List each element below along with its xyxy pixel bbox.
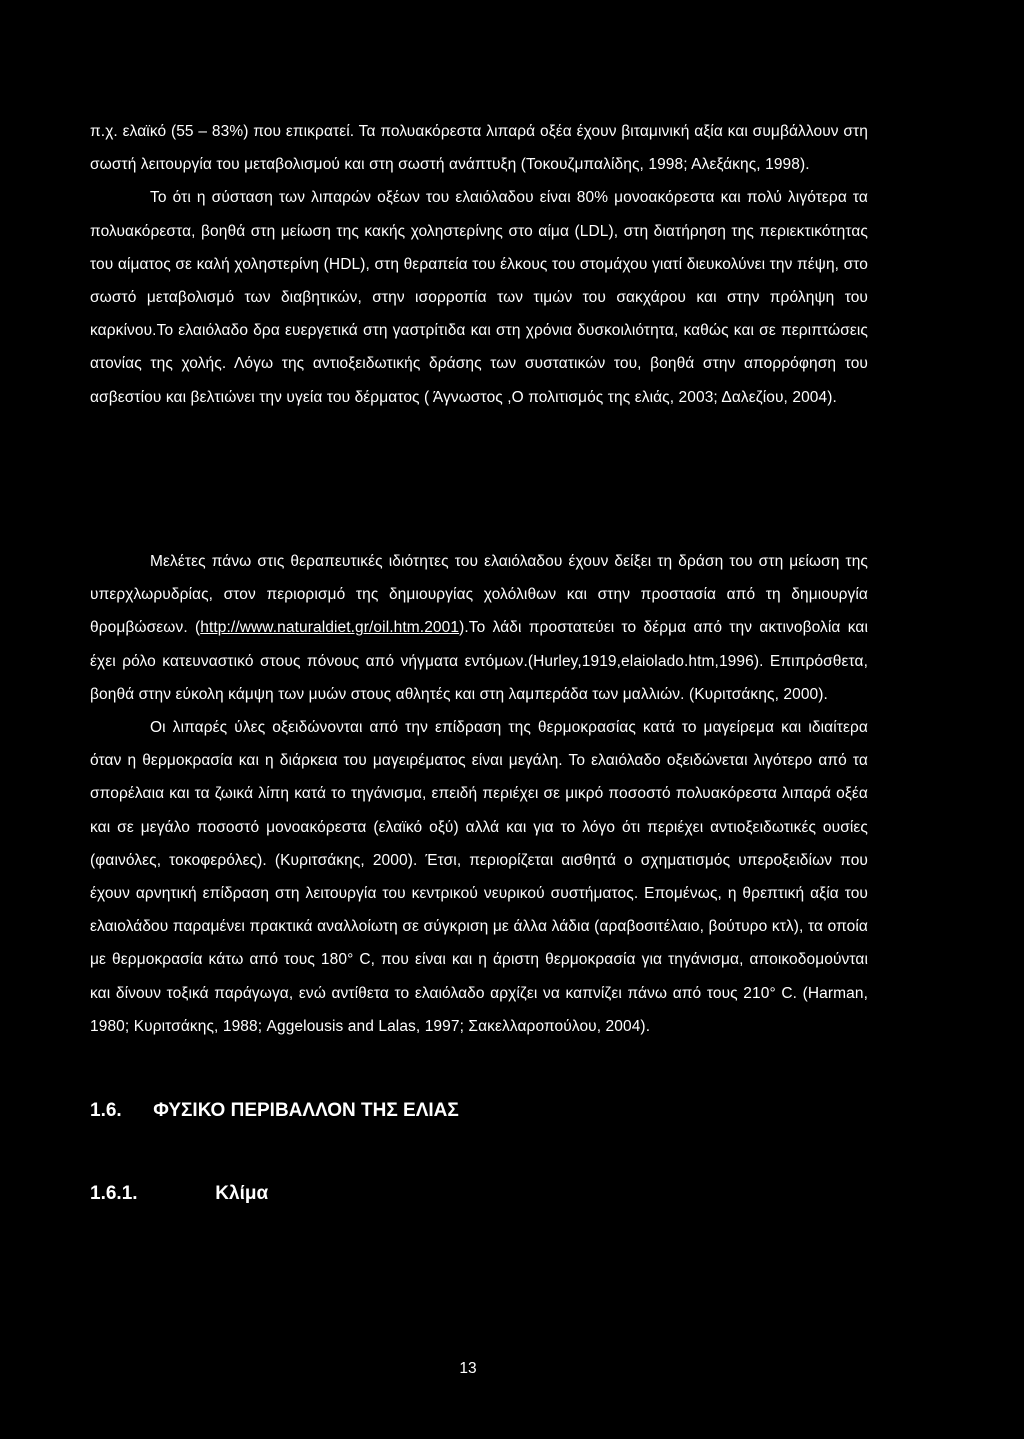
paragraph-3-link[interactable]: http://www.naturaldiet.gr/oil.htm.2001 bbox=[200, 619, 460, 637]
text-block-top bbox=[90, 115, 868, 414]
paragraph-3-text-b: ).Το λάδι προστατεύει το δέρμα από την ακτινοβολία και έχει ρόλο κατευναστικό στους πόνους από νήγματα εντόμων.(Hurley,1919,elaiolado.htm,1996). Επιπρόσθετα, βοηθά στην εύκολη κάμψη των μυών στους αθλητές και στη λαμπεράδα των μαλλιών. (Κυριτσάκης, 2000). bbox=[90, 619, 868, 703]
paragraph-3 bbox=[90, 545, 868, 711]
paragraph-4: Οι λιπαρές ύλες οξειδώνονται από την επίδραση της θερμοκρασίας κατά το μαγείρεμα και ιδιαίτερα όταν η θερμοκρασία και η διάρκεια του μαγειρέματος είναι μεγάλη. Το ελαιόλαδο οξειδώνεται λιγότερο από τα σπορέλαια και τα ζωικά λίπη κατά το τηγάνισμα, επειδή περιέχει σε μικρό ποσοστό πολυακόρεστα λιπαρά οξέα και σε μεγάλο ποσοστό μονοακόρεστα (ελαϊκό οξύ) αλλά και για το λόγο ότι περιέχει αντιοξειδωτικές ουσίες (φαινόλες, τοκοφερόλες). (Κυριτσάκης, 2000). Έτσι, περιορίζεται αισθητά ο σχηματισμός υπεροξειδίων που έχουν αρνητική επίδραση στη λειτουργία του κεντρικού νευρικού συστήματος. Επομένως, η θρεπτική αξία του ελαιολάδου παραμένει πρακτικά αναλλοίωτη σε σύγκριση με άλλα λάδια (αραβοσιτέλαιο, βούτυρο κτλ), τα οποία με θερμοκρασία κάτω από τους 180° C, που είναι και η άριστη θερμοκρασία για τηγάνισμα, αποικοδομούνται και δίνουν τοξικά παράγωγα, ενώ αντίθετα το ελαιόλαδο αρχίζει να καπνίζει πάνω από τους 210° C. (Harman, 1980; Κυριτσάκης, 1988; Aggelousis and Lalas, 1997; Σακελλαροπούλου, 2004). bbox=[90, 719, 868, 1035]
section-heading bbox=[90, 1100, 459, 1122]
paragraph-1: π.χ. ελαϊκό (55 – 83%) που επικρατεί. Τα πολυακόρεστα λιπαρά οξέα έχουν βιταμινική αξία και συμβάλλουν στη σωστή λειτουργία του μεταβολισμού και στη σωστή ανάπτυξη (Τοκουζμπαλίδης, 1998; Αλεξάκης, 1998). bbox=[90, 123, 868, 174]
subsection-number: 1.6.1. bbox=[90, 1183, 138, 1204]
text-block-bottom bbox=[90, 545, 868, 1043]
paragraph-3-text-a: Μελέτες πάνω στις θεραπευτικές ιδιότητες του ελαιόλαδου έχουν δείξει τη δράση του στη μείωση της υπερχλωρυδρίας, στον περιορισμό της δημιουργίας χολόλιθων και στην προστασία από τη δημιουργία θρομβώσεων. ( bbox=[90, 553, 868, 637]
subsection-heading bbox=[90, 1183, 268, 1205]
page-number: 13 bbox=[459, 1360, 477, 1377]
subsection-title: Κλίμα bbox=[215, 1183, 269, 1204]
section-title: ΦΥΣΙΚΟ ΠΕΡΙΒΑΛΛΟΝ ΤΗΣ ΕΛΙΑΣ bbox=[153, 1100, 459, 1121]
section-number: 1.6. bbox=[90, 1100, 122, 1121]
paragraph-2: Το ότι η σύσταση των λιπαρών οξέων του ελαιόλαδου είναι 80% μονοακόρεστα και πολύ λιγότερα τα πολυακόρεστα, βοηθά στη μείωση της κακής χοληστερίνης στο αίμα (LDL), στη διατήρηση της περιεκτικότητας του αίματος σε καλή χοληστερίνη (HDL), στη θεραπεία του έλκους του στομάχου γιατί διευκολύνει την πέψη, στο σωστό μεταβολισμό των διαβητικών, στην ισορροπία των τιμών του σακχάρου και στην πρόληψη του καρκίνου.Το ελαιόλαδο δρα ευεργετικά στη γαστρίτιδα και στη χρόνια δυσκοιλιότητα, καθώς και σε περιπτώσεις ατονίας της χολής. Λόγω της αντιοξειδωτικής δράσης των συστατικών του, βοηθά στην απορρόφηση του ασβεστίου και βελτιώνει την υγεία του δέρματος ( Άγνωστος ,Ο πολιτισμός της ελιάς, 2003; Δαλεζίου, 2004). bbox=[90, 189, 868, 406]
